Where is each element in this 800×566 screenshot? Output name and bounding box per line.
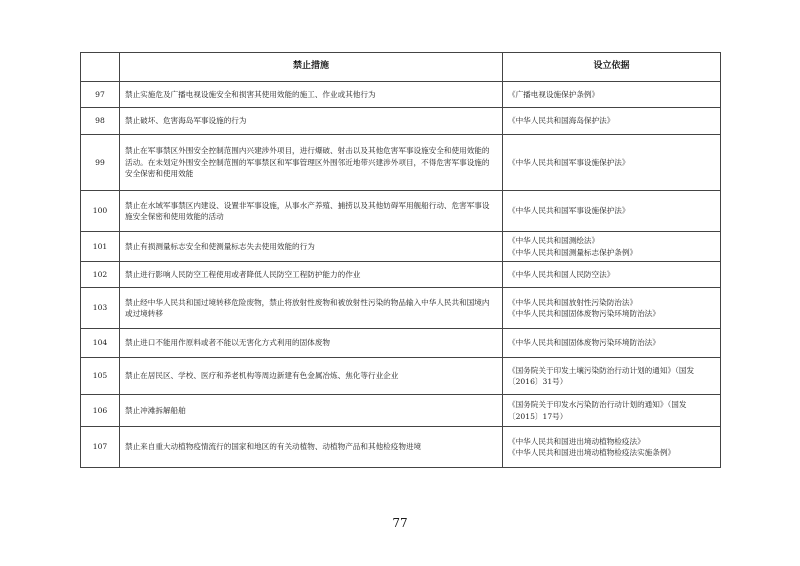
legal-basis-item: 《国务院关于印发水污染防治行动计划的通知》（国发〔2015〕17号） [508, 400, 687, 421]
legal-basis-item: 《中华人民共和国军事设施保护法》 [508, 157, 630, 167]
legal-basis-item: 《中华人民共和国固体废物污染环境防治法》 [508, 338, 660, 348]
row-number: 99 [81, 135, 120, 191]
legal-basis-item: 《中华人民共和国测量标志保护条例》 [508, 247, 638, 257]
legal-basis-item: 《中华人民共和国放射性污染防治法》 [508, 297, 638, 307]
table-row [81, 82, 721, 108]
row-number: 107 [81, 427, 120, 468]
legal-basis-item: 《中华人民共和国固体废物污染环境防治法》 [508, 309, 660, 318]
prohibition-measure-cell: 禁止在居民区、学校、医疗和养老机构等周边新建有色金属冶炼、焦化等行业企业 [120, 358, 503, 395]
prohibition-measures-table [80, 52, 721, 468]
table-row [81, 358, 721, 395]
legal-basis-item: 《中华人民共和国进出境动植物检疫法实施条例》 [508, 448, 676, 457]
legal-basis-cell [503, 135, 721, 191]
row-number: 105 [81, 358, 120, 395]
table-row [81, 329, 721, 358]
legal-basis-cell [503, 395, 721, 427]
legal-basis-cell [503, 358, 721, 395]
prohibition-measure-cell: 禁止破坏、危害海岛军事设施的行为 [120, 108, 503, 135]
table-header-row [81, 53, 721, 82]
legal-basis-cell [503, 191, 721, 232]
table-row [81, 232, 721, 262]
row-number: 101 [81, 232, 120, 262]
header-legal-basis: 设立依据 [503, 53, 721, 82]
table-row [81, 288, 721, 329]
row-number: 103 [81, 288, 120, 329]
page-number: 77 [392, 516, 408, 530]
prohibition-measure-cell: 禁止进口不能用作原料或者不能以无害化方式利用的固体废物 [120, 329, 503, 358]
table-body [81, 82, 721, 468]
legal-basis-cell [503, 329, 721, 358]
legal-basis-cell [503, 82, 721, 108]
prohibition-measure-cell: 禁止冲滩拆解船舶 [120, 395, 503, 427]
table-row [81, 135, 721, 191]
legal-basis-item: 《国务院关于印发土壤污染防治行动计划的通知》（国发〔2016〕31号） [508, 365, 695, 386]
prohibition-measure-cell: 禁止进行影响人民防空工程使用或者降低人民防空工程防护能力的作业 [120, 262, 503, 288]
table-row [81, 191, 721, 232]
header-prohibition-measure: 禁止措施 [120, 53, 503, 82]
prohibition-measure-cell: 禁止实施危及广播电视设施安全和损害其使用效能的施工、作业或其他行为 [120, 82, 503, 108]
legal-basis-cell [503, 288, 721, 329]
prohibition-measure-cell: 禁止在水域军事禁区内建设、设置非军事设施，从事水产养殖、捕捞以及其他妨碍军用舰船行动、危害军事设施安全保密和使用效能的活动 [120, 191, 503, 232]
legal-basis-item: 《中华人民共和国军事设施保护法》 [508, 206, 630, 216]
table-row [81, 427, 721, 468]
legal-basis-item: 《中华人民共和国进出境动植物检疫法》 [508, 436, 645, 446]
legal-basis-item: 《广播电视设施保护条例》 [508, 89, 600, 99]
prohibition-measure-cell: 禁止来自重大动植物疫情流行的国家和地区的有关动植物、动植物产品和其他检疫物进境 [120, 427, 503, 468]
legal-basis-item: 《中华人民共和国人民防空法》 [508, 269, 615, 279]
table-row [81, 395, 721, 427]
legal-basis-cell [503, 232, 721, 262]
prohibition-measure-cell: 禁止经中华人民共和国过境转移危险废物，禁止将放射性废物和被放射性污染的物品输入中华人民共和国境内或过境转移 [120, 288, 503, 329]
legal-basis-item: 《中华人民共和国海岛保护法》 [508, 116, 615, 126]
prohibition-measure-cell: 禁止有损测量标志安全和使测量标志失去使用效能的行为 [120, 232, 503, 262]
prohibition-measure-cell: 禁止在军事禁区外围安全控制范围内兴建涉外项目，进行爆破、射击以及其他危害军事设施安全和使用效能的活动。在未划定外围安全控制范围的军事禁区和军事管理区外围邻近地带兴建涉外项目，不得危害军事设施的安全保密和使用效能 [120, 135, 503, 191]
row-number: 100 [81, 191, 120, 232]
header-number [81, 53, 120, 82]
legal-basis-cell [503, 262, 721, 288]
row-number: 104 [81, 329, 120, 358]
row-number: 102 [81, 262, 120, 288]
legal-basis-cell [503, 108, 721, 135]
row-number: 97 [81, 82, 120, 108]
legal-basis-cell [503, 427, 721, 468]
row-number: 106 [81, 395, 120, 427]
row-number: 98 [81, 108, 120, 135]
table-row [81, 262, 721, 288]
table-row [81, 108, 721, 135]
legal-basis-item: 《中华人民共和国测绘法》 [508, 236, 600, 246]
